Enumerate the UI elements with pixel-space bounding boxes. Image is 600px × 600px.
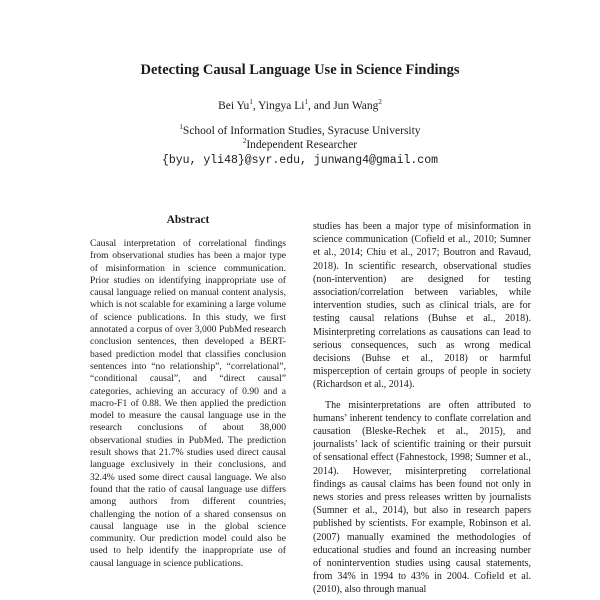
introduction-column	[313, 220, 531, 597]
abstract-heading: Abstract	[166, 214, 210, 226]
author-affiliation-mark: 1	[304, 98, 308, 107]
abstract-text: Causal interpretation of correlational findings from observational studies has been a major type of misinformation in science communication. Prior studies on identifying inappropriate use of causal language relied on manual content analysis, which is not scalable for examining a large volume of science publications. In this study, we first annotated a corpus of over 3,000 PubMed research conclusion sentences, then developed a BERT-based prediction model that classifies conclusion sentences into “no relationship”, “correlational”, “conditional causal”, and “direct causal” categories, achieving an accuracy of 0.90 and a macro-F1 of 0.88. We then applied the prediction model to measure the causal language use in the research conclusions of about 38,000 observational studies in PubMed. The prediction result shows that 21.7% studies used direct causal language exclusively in their conclusions, and 32.4% used some direct causal language. We also found that the ratio of causal language use differs among authors from different countries, challenging the notion of a shared consensus on causal language use in the global science community. Our prediction model could also be used to help identify the inappropriate use of causal language in science publications.	[90, 238, 286, 569]
affiliation-text: Independent Researcher	[246, 139, 358, 151]
affiliation	[0, 125, 600, 137]
author-name: Jun Wang	[333, 100, 379, 112]
author-affiliation-mark: 2	[378, 98, 382, 107]
affiliation-mark: 2	[242, 137, 247, 146]
paper-title: Detecting Causal Language Use in Science Findings	[140, 62, 460, 78]
author-name: Yingya Li	[258, 100, 305, 112]
author-list	[0, 100, 600, 112]
author-affiliation-mark: 1	[249, 98, 253, 107]
author-separator: ,	[252, 100, 259, 112]
affiliation	[0, 139, 600, 151]
author-name: Bei Yu	[218, 100, 250, 112]
body-paragraph: The misinterpretations are often attributed to humans’ inherent tendency to conflate correlation and causation (Bleske-Rechek et al., 2015), and journalists’ lack of scientific training or their pursuit of sensational effect (Fahnestock, 1998; Sumner et al., 2014). However, misinterpreting correlational findings as causal claims has been found not only in news stories and press releases written by journalists (Sumner et al., 2014), but also in research papers published by scientists. For example, Robinson et al. (2007) manually examined the methodologies of educational studies and found an increasing number of nonintervention studies using causal statements, from 34% in 1994 to 43% in 2004. Cofield et al. (2010), also through manual	[313, 399, 531, 596]
author-emails: {byu, yli48}@syr.edu, junwang4@gmail.com	[161, 154, 439, 167]
affiliation-text: School of Information Studies, Syracuse University	[182, 125, 421, 137]
abstract-column	[90, 238, 286, 570]
author-separator: , and	[307, 100, 334, 112]
body-paragraph: studies has been a major type of misinformation in science communication (Cofield et al., 2010; Sumner et al., 2014; Chiu et al., 2017; Boutron and Ravaud, 2018). In scientific research, observational studies (non-intervention) are designed for testing association/correlation between variables, while intervention studies, such as clinical trials, are for testing causal relations (Buhse et al., 2018). Misinterpreting correlations as causations can lead to serious consequences, such as wrong medical decisions (Buhse et al., 2018) or harmful misperception of certain groups of people in society (Richardson et al., 2014).	[313, 221, 531, 391]
affiliation-mark: 1	[179, 123, 183, 132]
